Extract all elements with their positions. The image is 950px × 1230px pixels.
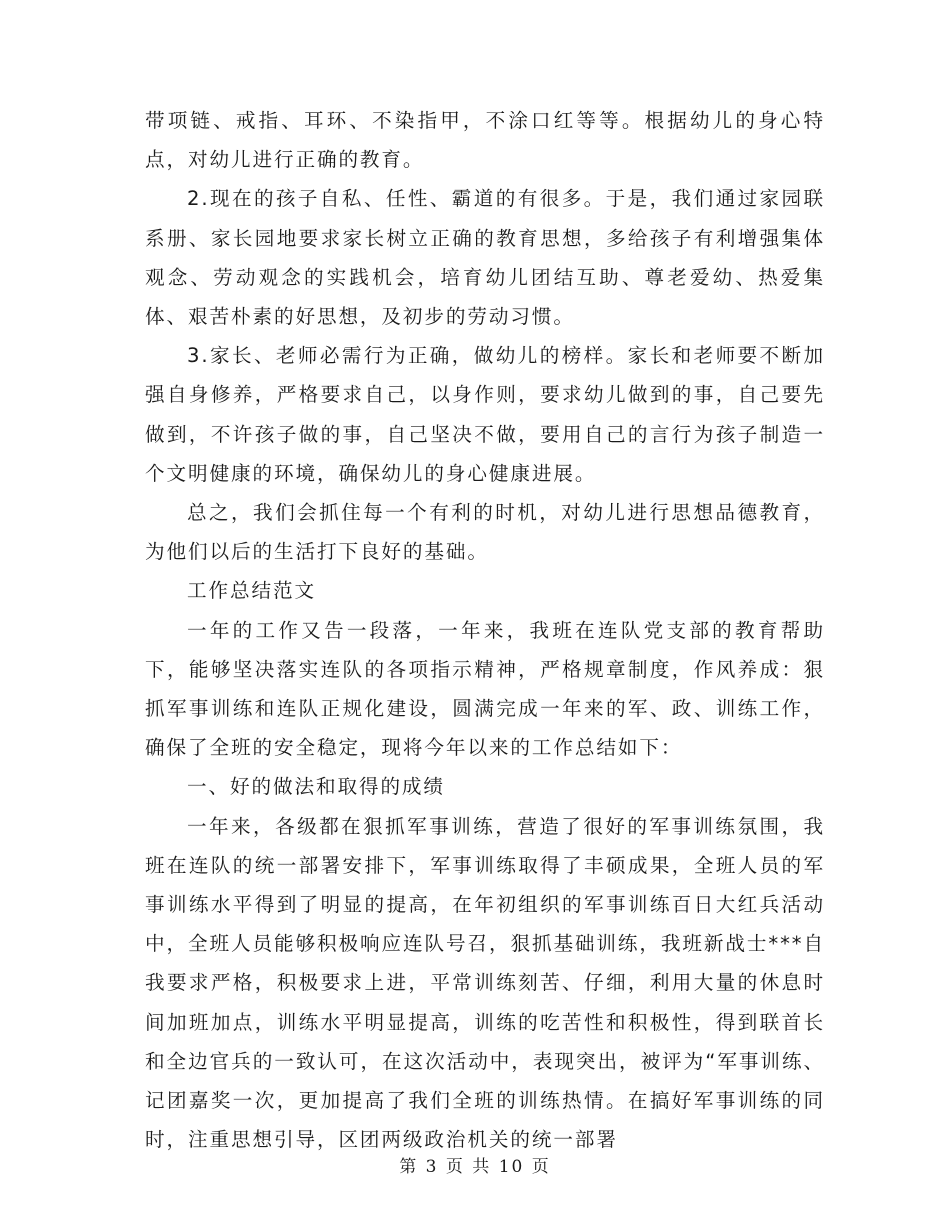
section-title: 工作总结范文 <box>187 579 316 603</box>
paragraph-4: 总之，我们会抓住每一个有利的时机，对幼儿进行思想品德教育，为他们以后的生活打下良好的基础。 <box>145 501 825 564</box>
paragraph-5: 一年的工作又告一段落，一年来，我班在连队党支部的教育帮助下，能够坚决落实连队的各项指示精神，严格规章制度，作风养成：狠抓军事训练和连队正规化建设，圆满完成一年来的军、政、训练工作，确保了全班的安全稳定，现将今年以来的工作总结如下： <box>145 618 825 760</box>
paragraph-1: 带项链、戒指、耳环、不染指甲，不涂口红等等。根据幼儿的身心特点，对幼儿进行正确的教育。 <box>145 109 825 172</box>
document-body <box>145 101 825 1159</box>
section-heading: 一、好的做法和取得的成绩 <box>187 775 445 799</box>
paragraph-6: 一年来，各级都在狠抓军事训练，营造了很好的军事训练氛围，我班在连队的统一部署安排下，军事训练取得了丰硕成果，全班人员的军事训练水平得到了明显的提高，在年初组织的军事训练百日大红兵活动中，全班人员能够积极响应连队号召，狠抓基础训练，我班新战士***自我要求严格，积极要求上进，平常训练刻苦、仔细，利用大量的休息时间加班加点，训练水平明显提高，训练的吃苦性和积极性，得到联首长和全边官兵的一致认可，在这次活动中，表现突出，被评为“军事训练、记团嘉奖一次，更加提高了我们全班的训练热情。在搞好军事训练的同时，注重思想引导，区团两级政治机关的统一部署 <box>145 814 825 1152</box>
paragraph-2: 2.现在的孩子自私、任性、霸道的有很多。于是，我们通过家园联系册、家长园地要求家长树立正确的教育思想，多给孩子有利增强集体观念、劳动观念的实践机会，培育幼儿团结互助、尊老爱幼、热爱集体、艰苦朴素的好思想，及初步的劳动习惯。 <box>145 187 825 329</box>
paragraph-3: 3.家长、老师必需行为正确，做幼儿的榜样。家长和老师要不断加强自身修养，严格要求自己，以身作则，要求幼儿做到的事，自己要先做到，不许孩子做的事，自己坚决不做，要用自己的言行为孩子制造一个文明健康的环境，确保幼儿的身心健康进展。 <box>145 344 825 485</box>
page-number-footer: 第 3 页 共 10 页 <box>399 1157 551 1177</box>
